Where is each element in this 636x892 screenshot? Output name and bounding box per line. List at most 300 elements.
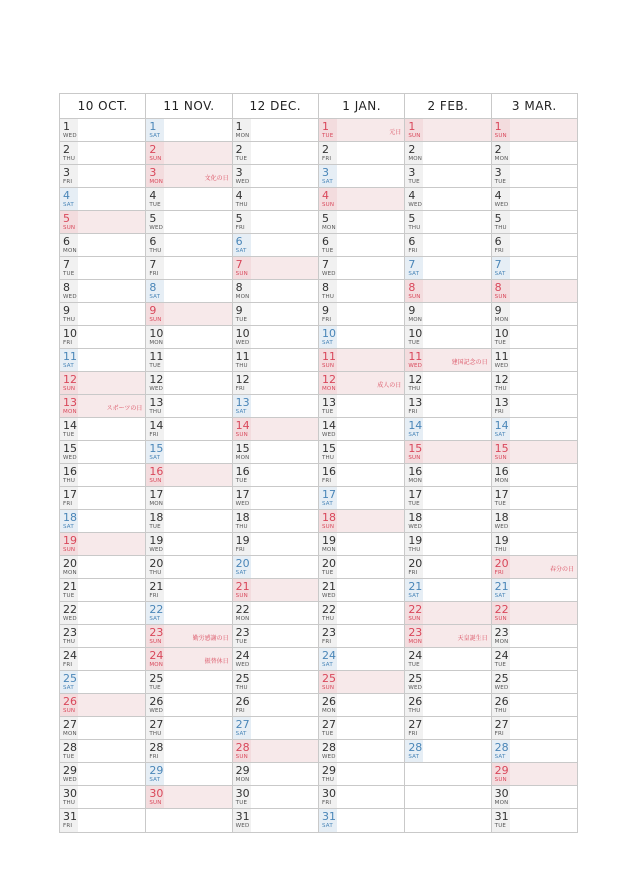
weekday-label: THU — [408, 225, 421, 231]
day-number: 28 — [321, 741, 336, 754]
weekday-label: THU — [408, 708, 421, 714]
day-number: 6 — [63, 235, 70, 248]
day-number: 6 — [321, 235, 329, 248]
weekday-label: WED — [235, 501, 250, 507]
date-box — [60, 809, 78, 832]
day-cell — [405, 671, 490, 694]
day-cell — [60, 510, 145, 533]
holiday-name: 元日 — [389, 129, 402, 136]
date-box — [319, 234, 337, 256]
weekday-label: MON — [494, 156, 509, 162]
day-number: 3 — [149, 166, 157, 179]
day-number: 25 — [63, 672, 77, 685]
weekday-label: WED — [235, 823, 250, 829]
weekday-label: WED — [149, 386, 164, 392]
day-number: 2 — [63, 143, 70, 156]
day-cell — [319, 648, 404, 671]
day-number: 8 — [321, 281, 329, 294]
day-cell — [60, 648, 145, 671]
day-number: 26 — [235, 695, 250, 708]
day-cell — [405, 510, 490, 533]
date-box — [146, 648, 164, 670]
date-box — [319, 119, 337, 141]
month-column — [145, 119, 231, 832]
date-box — [319, 602, 337, 624]
day-cell — [60, 441, 145, 464]
day-cell — [233, 188, 318, 211]
day-number: 4 — [63, 189, 70, 202]
weekday-label: WED — [321, 754, 336, 760]
weekday-label: THU — [494, 547, 507, 553]
day-number: 23 — [321, 626, 336, 639]
day-number: 27 — [321, 718, 336, 731]
day-cell — [60, 234, 145, 257]
day-number: 3 — [63, 166, 70, 179]
date-box — [319, 579, 337, 601]
day-number: 25 — [235, 672, 250, 685]
day-cell — [233, 326, 318, 349]
date-box — [319, 418, 337, 440]
day-cell — [405, 533, 490, 556]
day-number: 23 — [235, 626, 250, 639]
date-box — [146, 579, 164, 601]
day-cell — [319, 740, 404, 763]
weekday-label: SUN — [235, 593, 248, 599]
date-box — [60, 372, 78, 394]
day-number: 4 — [321, 189, 329, 202]
weekday-label: WED — [408, 363, 423, 369]
date-box — [492, 487, 510, 509]
date-box — [405, 648, 423, 670]
day-cell — [492, 372, 577, 395]
day-number: 24 — [235, 649, 250, 662]
day-cell — [405, 119, 490, 142]
day-number: 28 — [149, 741, 164, 754]
date-box — [492, 809, 510, 832]
day-cell — [146, 556, 231, 579]
day-number: 4 — [235, 189, 243, 202]
weekday-label: WED — [63, 616, 77, 622]
date-box — [60, 303, 78, 325]
weekday-label: SUN — [235, 432, 248, 438]
date-box — [319, 510, 337, 532]
weekday-label: THU — [494, 386, 507, 392]
day-cell — [492, 441, 577, 464]
weekday-label: FRI — [321, 800, 332, 806]
weekday-label: FRI — [63, 662, 73, 668]
day-cell — [233, 786, 318, 809]
day-cell — [60, 119, 145, 142]
day-cell — [146, 280, 231, 303]
day-cell — [60, 602, 145, 625]
date-box — [60, 418, 78, 440]
day-number: 4 — [408, 189, 416, 202]
date-box — [60, 510, 78, 532]
month-column — [232, 119, 318, 832]
day-number: 24 — [321, 649, 336, 662]
day-cell — [405, 487, 490, 510]
date-box — [146, 119, 164, 141]
day-number: 4 — [149, 189, 157, 202]
weekday-label: FRI — [149, 593, 159, 599]
day-cell — [405, 395, 490, 418]
weekday-label: THU — [235, 685, 248, 691]
date-box — [60, 717, 78, 739]
weekday-label: WED — [321, 271, 336, 277]
day-number: 2 — [235, 143, 243, 156]
day-cell — [233, 257, 318, 280]
date-box — [146, 671, 164, 693]
day-number: 19 — [63, 534, 77, 547]
day-number: 14 — [321, 419, 336, 432]
day-number: 27 — [408, 718, 423, 731]
weekday-label: MON — [235, 455, 250, 461]
day-cell — [233, 303, 318, 326]
day-cell — [146, 119, 231, 142]
day-number: 19 — [149, 534, 164, 547]
weekday-label: WED — [63, 294, 77, 300]
date-box — [319, 441, 337, 463]
day-number: 7 — [235, 258, 243, 271]
weekday-label: TUE — [408, 501, 420, 507]
date-box — [233, 211, 251, 233]
weekday-label: FRI — [494, 409, 504, 415]
day-cell — [492, 395, 577, 418]
date-box — [146, 464, 164, 486]
day-number: 29 — [149, 764, 164, 777]
weekday-label: FRI — [408, 248, 418, 254]
day-number: 16 — [149, 465, 164, 478]
weekday-label: SAT — [321, 340, 333, 346]
day-cell — [146, 602, 231, 625]
weekday-label: SUN — [494, 455, 507, 461]
day-cell — [60, 533, 145, 556]
day-cell — [319, 211, 404, 234]
day-cell — [492, 188, 577, 211]
day-number: 19 — [321, 534, 336, 547]
day-cell — [233, 763, 318, 786]
day-number: 7 — [63, 258, 70, 271]
day-cell — [233, 142, 318, 165]
day-number: 30 — [63, 787, 77, 800]
day-cell — [319, 142, 404, 165]
day-number: 23 — [408, 626, 423, 639]
date-box — [60, 395, 78, 417]
date-box — [146, 602, 164, 624]
day-cell — [146, 234, 231, 257]
date-box — [319, 257, 337, 279]
date-box — [60, 165, 78, 187]
weekday-label: SUN — [63, 225, 76, 231]
date-box — [233, 579, 251, 601]
holiday-name: 天皇誕生日 — [457, 635, 488, 642]
day-cell — [319, 349, 404, 372]
day-number: 15 — [494, 442, 509, 455]
weekday-label: THU — [321, 294, 335, 300]
day-number: 15 — [149, 442, 164, 455]
day-cell — [492, 671, 577, 694]
day-cell — [405, 188, 490, 211]
day-cell — [146, 648, 231, 671]
weekday-label: SUN — [321, 202, 335, 208]
day-number: 10 — [149, 327, 164, 340]
day-cell — [405, 303, 490, 326]
day-number: 19 — [494, 534, 509, 547]
day-number: 10 — [494, 327, 509, 340]
date-box — [60, 487, 78, 509]
date-box — [319, 786, 337, 808]
date-box — [492, 694, 510, 716]
date-box — [492, 533, 510, 555]
day-number: 18 — [63, 511, 77, 524]
weekday-label: FRI — [63, 823, 73, 829]
day-cell — [60, 395, 145, 418]
day-number: 30 — [235, 787, 250, 800]
weekday-label: SAT — [494, 271, 506, 277]
weekday-label: WED — [321, 432, 336, 438]
weekday-label: TUE — [149, 685, 161, 691]
month-column — [318, 119, 404, 832]
day-number: 15 — [63, 442, 77, 455]
month-header-row — [60, 94, 577, 119]
weekday-label: MON — [321, 547, 336, 553]
date-box — [60, 786, 78, 808]
holiday-name: スポーツの日 — [106, 405, 143, 412]
day-number: 15 — [321, 442, 336, 455]
day-cell — [60, 671, 145, 694]
weekday-label: SAT — [321, 179, 333, 185]
date-box — [492, 234, 510, 256]
weekday-label: WED — [149, 225, 164, 231]
day-number: 1 — [408, 120, 416, 133]
weekday-label: SAT — [235, 248, 247, 254]
day-cell — [233, 602, 318, 625]
weekday-label: WED — [63, 777, 77, 783]
weekday-label: TUE — [235, 800, 248, 806]
day-cell — [405, 464, 490, 487]
weekday-label: SAT — [63, 524, 74, 530]
weekday-label: TUE — [494, 501, 507, 507]
weekday-label: MON — [149, 501, 164, 507]
day-number: 24 — [408, 649, 423, 662]
weekday-label: MON — [408, 478, 423, 484]
day-number: 7 — [408, 258, 416, 271]
date-box — [405, 464, 423, 486]
date-box — [146, 395, 164, 417]
weekday-label: TUE — [494, 823, 507, 829]
day-cell — [146, 763, 231, 786]
date-box — [405, 625, 423, 647]
day-cell — [492, 809, 577, 832]
day-cell — [319, 441, 404, 464]
date-box — [233, 441, 251, 463]
date-box — [319, 809, 337, 832]
date-box — [233, 349, 251, 371]
weekday-label: MON — [494, 800, 509, 806]
day-cell — [233, 234, 318, 257]
day-number: 1 — [321, 120, 329, 133]
date-box — [492, 349, 510, 371]
weekday-label: TUE — [494, 662, 507, 668]
weekday-label: THU — [235, 363, 248, 369]
day-number: 17 — [149, 488, 164, 501]
day-number: 13 — [235, 396, 250, 409]
day-cell — [492, 579, 577, 602]
weekday-label: SAT — [235, 570, 247, 576]
day-cell — [319, 602, 404, 625]
day-cell — [60, 326, 145, 349]
day-cell — [233, 648, 318, 671]
weekday-label: THU — [63, 317, 76, 323]
day-cell — [319, 786, 404, 809]
day-cell — [60, 809, 145, 832]
date-box — [492, 303, 510, 325]
weekday-label: SUN — [408, 133, 421, 139]
day-number: 5 — [408, 212, 416, 225]
date-box — [405, 326, 423, 348]
weekday-label: MON — [235, 294, 250, 300]
weekday-label: FRI — [408, 570, 418, 576]
date-box — [233, 510, 251, 532]
date-box — [405, 303, 423, 325]
date-box — [492, 418, 510, 440]
day-cell — [492, 303, 577, 326]
date-box — [233, 809, 251, 832]
day-cell — [146, 487, 231, 510]
weekday-label: MON — [63, 409, 77, 415]
day-cell — [60, 349, 145, 372]
date-box — [405, 579, 423, 601]
day-number: 5 — [321, 212, 329, 225]
weekday-label: TUE — [149, 202, 161, 208]
weekday-label: SUN — [149, 156, 162, 162]
date-box — [405, 602, 423, 624]
date-box — [60, 694, 78, 716]
day-number: 15 — [408, 442, 423, 455]
weekday-label: TUE — [321, 409, 334, 415]
date-box — [319, 211, 337, 233]
date-box — [146, 717, 164, 739]
day-cell — [233, 487, 318, 510]
date-box — [405, 694, 423, 716]
date-box — [492, 257, 510, 279]
day-number: 10 — [63, 327, 77, 340]
day-cell — [405, 142, 490, 165]
day-number: 2 — [494, 143, 502, 156]
date-box — [492, 740, 510, 762]
weekday-label: THU — [235, 524, 248, 530]
date-box — [319, 694, 337, 716]
day-number: 3 — [235, 166, 243, 179]
weekday-label: SAT — [408, 754, 420, 760]
day-number: 13 — [494, 396, 509, 409]
date-box — [405, 280, 423, 302]
day-cell — [405, 165, 490, 188]
weekday-label: FRI — [235, 386, 245, 392]
day-number: 1 — [494, 120, 502, 133]
day-cell — [492, 280, 577, 303]
day-cell — [146, 441, 231, 464]
day-number: 3 — [408, 166, 416, 179]
day-number: 1 — [149, 120, 157, 133]
date-box — [492, 142, 510, 164]
weekday-label: WED — [235, 340, 250, 346]
day-cell — [319, 763, 404, 786]
date-box — [492, 671, 510, 693]
day-cell — [492, 234, 577, 257]
day-number: 5 — [149, 212, 157, 225]
weekday-label: FRI — [235, 708, 245, 714]
day-number: 30 — [494, 787, 509, 800]
date-box — [60, 280, 78, 302]
day-number: 21 — [149, 580, 164, 593]
day-cell — [492, 487, 577, 510]
date-box — [60, 671, 78, 693]
weekday-label: SAT — [321, 662, 333, 668]
date-box — [319, 372, 337, 394]
weekday-label: WED — [408, 685, 423, 691]
month-title: 11 NOV. — [145, 94, 231, 118]
day-number: 10 — [321, 327, 336, 340]
day-number: 8 — [149, 281, 157, 294]
day-number: 20 — [494, 557, 509, 570]
empty-cell — [405, 786, 490, 809]
day-number: 22 — [63, 603, 77, 616]
weekday-label: TUE — [63, 432, 75, 438]
day-number: 27 — [63, 718, 77, 731]
month-title: 10 OCT. — [77, 99, 128, 113]
day-cell — [146, 418, 231, 441]
weekday-label: MON — [408, 639, 423, 645]
day-cell — [60, 579, 145, 602]
date-box — [233, 395, 251, 417]
weekday-label: WED — [235, 662, 250, 668]
weekday-label: TUE — [235, 317, 248, 323]
weekday-label: THU — [235, 202, 248, 208]
day-cell — [492, 625, 577, 648]
weekday-label: SAT — [149, 133, 161, 139]
weekday-label: MON — [149, 662, 164, 668]
day-number: 1 — [235, 120, 243, 133]
date-box — [319, 165, 337, 187]
date-box — [405, 395, 423, 417]
day-cell — [319, 533, 404, 556]
weekday-label: SAT — [63, 363, 74, 369]
weekday-label: WED — [494, 524, 509, 530]
day-number: 13 — [321, 396, 336, 409]
day-cell — [405, 326, 490, 349]
date-box — [60, 326, 78, 348]
day-cell — [60, 303, 145, 326]
day-number: 21 — [494, 580, 509, 593]
weekday-label: SUN — [63, 708, 76, 714]
day-cell — [492, 165, 577, 188]
date-box — [319, 303, 337, 325]
day-cell — [146, 188, 231, 211]
day-cell — [146, 786, 231, 809]
date-box — [319, 280, 337, 302]
day-cell — [492, 257, 577, 280]
day-number: 7 — [494, 258, 502, 271]
date-box — [146, 165, 164, 187]
day-cell — [405, 602, 490, 625]
day-number: 9 — [408, 304, 416, 317]
date-box — [233, 487, 251, 509]
calendar-grid — [59, 93, 578, 833]
weekday-label: FRI — [494, 570, 504, 576]
day-number: 12 — [235, 373, 250, 386]
day-cell — [319, 188, 404, 211]
